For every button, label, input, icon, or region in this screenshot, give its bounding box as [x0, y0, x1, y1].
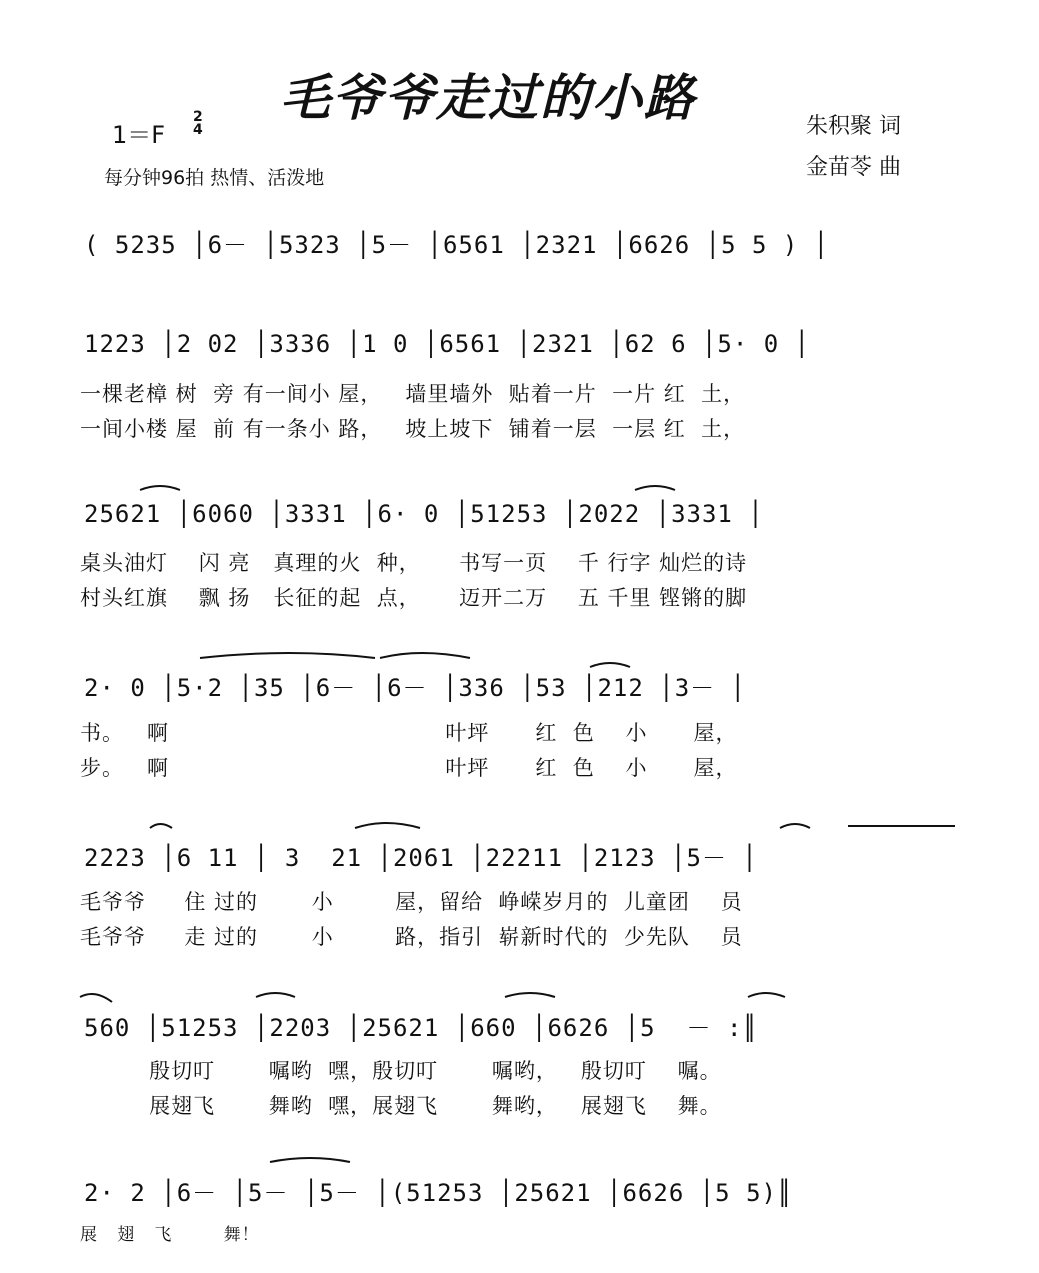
lyric-line-7: 展 翅 飞 舞！ [80, 1225, 260, 1245]
lyric-line-4-verse-2: 步。 啊 叶坪 红 色 小 屋， [80, 756, 738, 780]
lyric-line-2-verse-2: 一间小楼 屋 前 有一条小 路， 坡上坡下 铺着一层 一层 红 土， [80, 417, 746, 441]
notation-line-2: 1223 │2 02 │3336 │1 0 │6561 │2321 │62 6 │5· 0 │ [84, 330, 811, 358]
slur-5-5 [270, 1158, 350, 1162]
slur-3-21 [355, 823, 420, 828]
notation-line-5: 2223 │6 11 │ 3 21 │2061 │22211 │2123 │5－ │ [84, 844, 758, 872]
tempo-marking: 每分钟96拍 热情、活泼地 [104, 167, 325, 189]
slur-6-6 [380, 653, 470, 658]
lyric-line-6-verse-1: 殷切叮 嘱哟 嘿，殷切叮 嘱哟， 殷切叮 嘱。 [80, 1059, 722, 1083]
lyric-line-2-verse-1: 一棵老樟 树 旁 有一间小 屋， 墙里墙外 贴着一片 一片 红 土， [80, 382, 746, 406]
slur-253-b [256, 993, 295, 997]
time-signature-denominator: 4 [193, 122, 203, 138]
slur-23 [150, 824, 172, 828]
lyric-line-5-verse-2: 毛爷爷 走 过的 小 路，指引 崭新时代的 少先队 员 [80, 925, 743, 949]
slur-26 [748, 993, 785, 997]
slur-5-6 [200, 653, 375, 658]
song-title: 毛爷爷走过的小路 [280, 68, 696, 127]
lyricist-credit: 朱积聚 词 [806, 114, 901, 139]
notation-line-4: 2· 0 │5·2 │35 │6－ │6－ │336 │53 │212 │3－ │ [84, 674, 747, 702]
composer-credit: 金苗苓 曲 [806, 155, 901, 180]
notation-line-7: 2· 2 │6－ │5－ │5－ │(51253 │25621 │6626 │5 5)║ [84, 1179, 793, 1207]
notation-line-1: ( 5235 │6－ │5323 │5－ │6561 │2321 │6626 │5 5 ) │ [84, 231, 830, 259]
notation-line-6: 560 │51253 │2203 │25621 │660 │6626 │5 － :║ [84, 1014, 758, 1042]
slur-621 [140, 486, 180, 490]
slur-23-b [780, 824, 810, 828]
key-signature: 1＝F [112, 121, 166, 149]
slur-621-b [505, 993, 555, 997]
lyric-line-3-verse-2: 村头红旗 飘 扬 长征的起 点， 迈开二万 五 千里 铿锵的脚 [80, 586, 748, 610]
notation-line-3: 25621 │6060 │3331 │6· 0 │51253 │2022 │3331 │ [84, 500, 764, 528]
lyric-line-6-verse-2: 展翅飞 舞哟 嘿，展翅飞 舞哟， 展翅飞 舞。 [80, 1094, 722, 1118]
slur-253 [635, 486, 675, 490]
lyric-line-5-verse-1: 毛爷爷 住 过的 小 屋，留给 峥嵘岁月的 儿童团 员 [80, 890, 743, 914]
lyric-line-4-verse-1: 书。 啊 叶坪 红 色 小 屋， [80, 721, 738, 745]
slur-36 [590, 663, 630, 667]
lyric-line-3-verse-1: 桌头油灯 闪 亮 真理的火 种， 书写一页 千 行字 灿烂的诗 [80, 551, 748, 575]
time-signature-numerator: 2 [193, 109, 203, 125]
slur-5-prev [80, 994, 112, 1002]
